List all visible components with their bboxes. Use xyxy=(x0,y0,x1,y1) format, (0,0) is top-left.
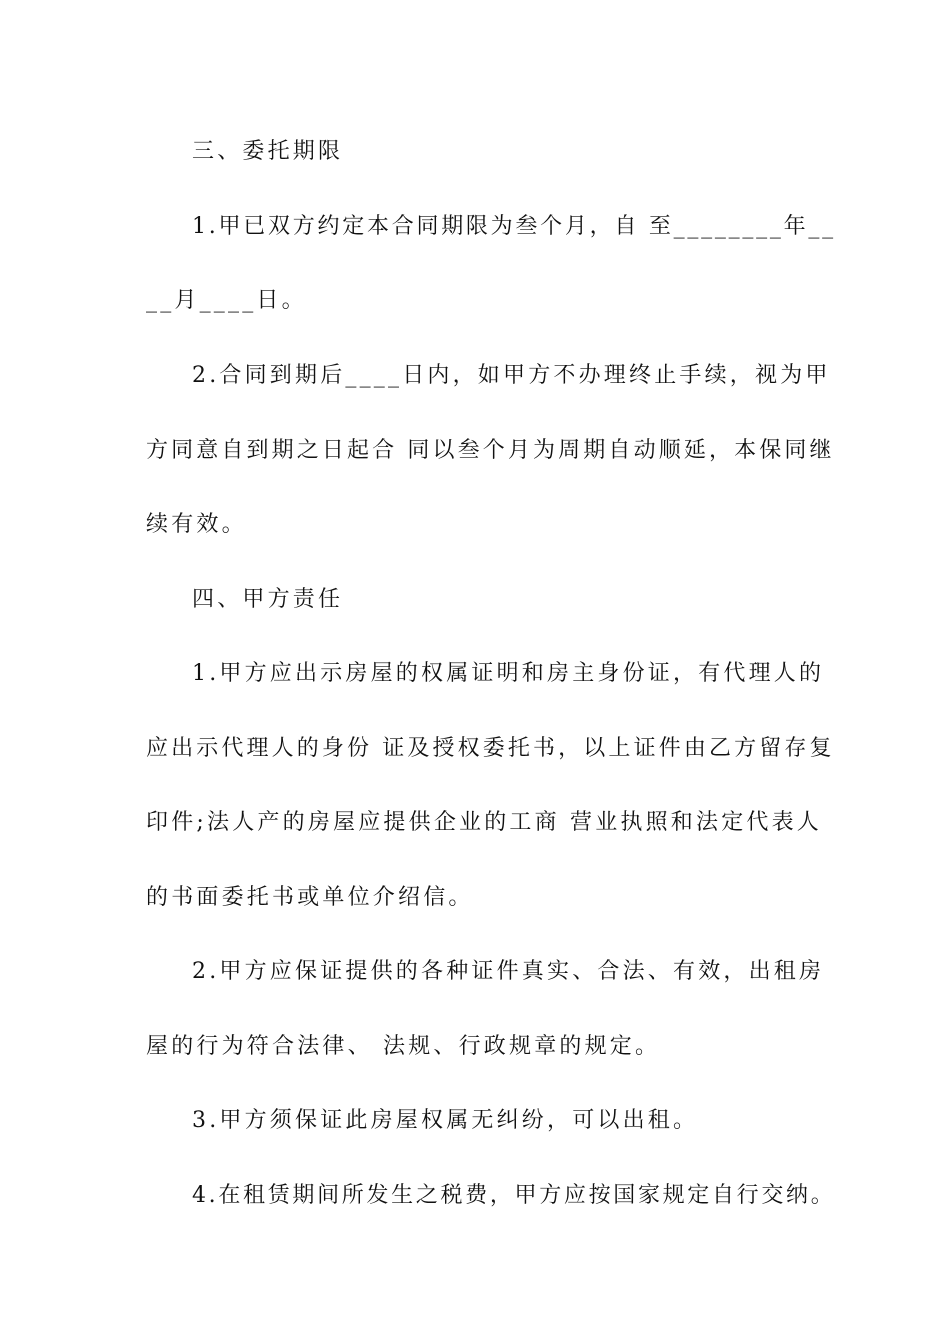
paragraph-line: 1.甲方应出示房屋的权属证明和房主身份证，有代理人的 xyxy=(192,661,825,686)
paragraph-line: 4.在租赁期间所发生之税费，甲方应按国家规定自行交纳。 xyxy=(192,1183,836,1208)
paragraph-line: 2.甲方应保证提供的各种证件真实、合法、有效，出租房 xyxy=(192,959,825,984)
paragraph-line: __月____日。 xyxy=(146,288,307,313)
paragraph-line: 1.甲已双方约定本合同期限为叁个月，自 至________年__ xyxy=(192,214,836,239)
paragraph-line: 2.合同到期后____日内，如甲方不办理终止手续，视为甲 xyxy=(192,363,831,388)
paragraph-line: 续有效。 xyxy=(146,512,247,537)
paragraph-line: 的书面委托书或单位介绍信。 xyxy=(146,885,474,910)
paragraph-line: 印件;法人产的房屋应提供企业的工商 营业执照和法定代表人 xyxy=(146,810,823,835)
paragraph-line: 3.甲方须保证此房屋权属无纠纷，可以出租。 xyxy=(192,1108,699,1133)
paragraph-line: 应出示代理人的身份 证及授权委托书，以上证件由乙方留存复 xyxy=(146,736,835,761)
paragraph-line: 屋的行为符合法律、 法规、行政规章的规定。 xyxy=(146,1034,661,1059)
section-heading-entrustment-term: 三、委托期限 xyxy=(192,139,344,164)
section-heading-party-a-duties: 四、甲方责任 xyxy=(192,587,344,612)
paragraph-line: 方同意自到期之日起合 同以叁个月为周期自动顺延，本保同继 xyxy=(146,438,835,463)
